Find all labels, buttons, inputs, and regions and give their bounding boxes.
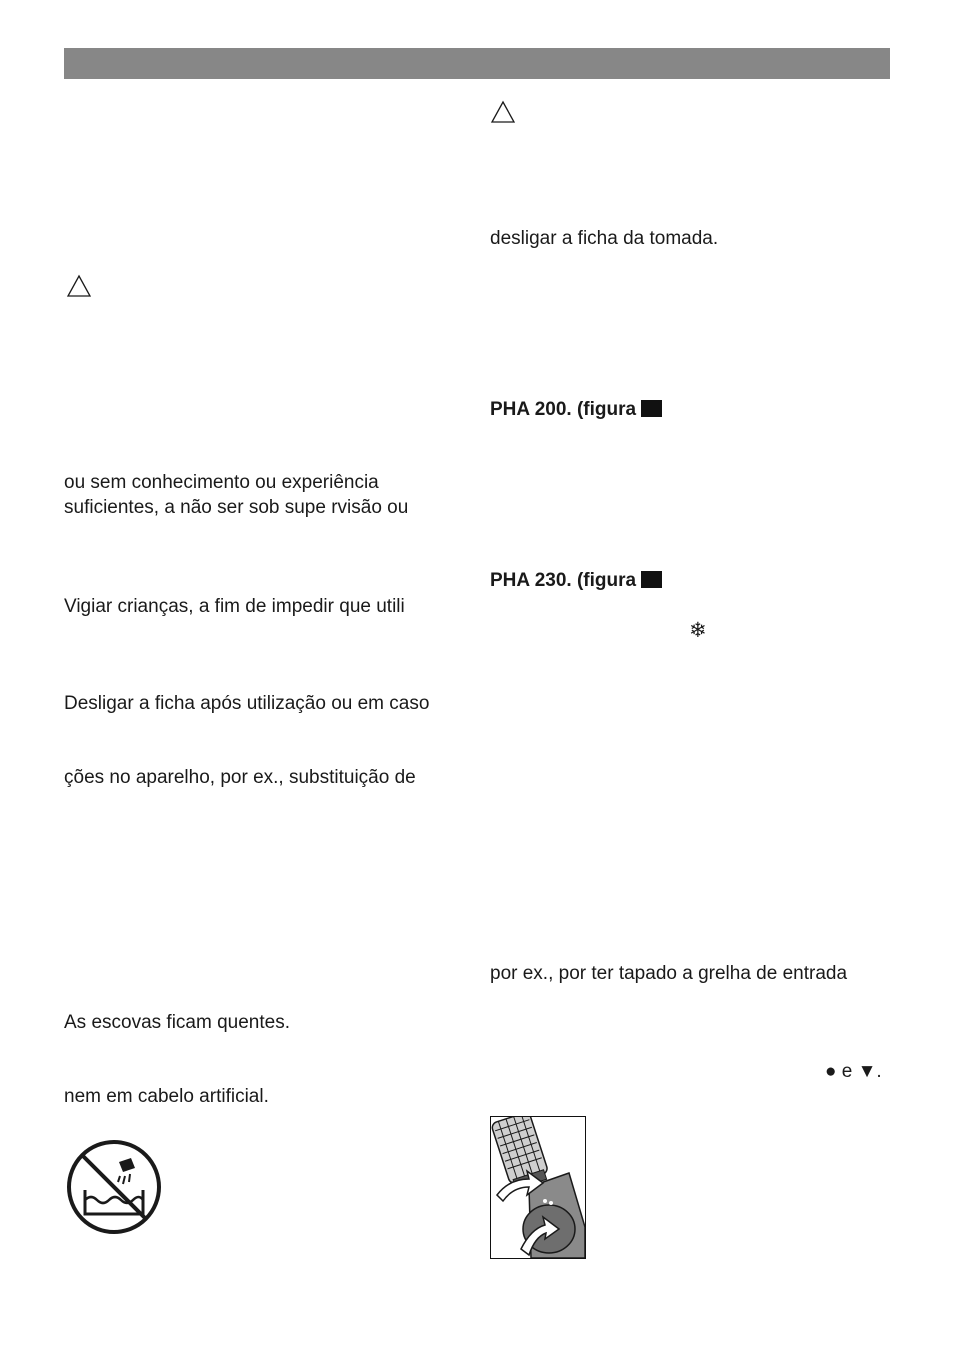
brush-illustration: [491, 1117, 585, 1258]
figure-number-box: [641, 571, 662, 588]
warning-triangle-icon: [66, 274, 92, 298]
no-water-icon: [65, 1138, 163, 1236]
model-heading-pha230: [490, 568, 662, 593]
warning-triangle-icon: [490, 100, 516, 124]
snowflake-icon: ❄: [689, 618, 707, 642]
body-text-line: suficientes, a não ser sob supe rvisão ou: [64, 497, 409, 518]
header-bar: [64, 48, 890, 79]
figure-number-box: [641, 400, 662, 417]
body-text-line: nem em cabelo artificial.: [64, 1086, 269, 1107]
model-heading-label: PHA 200. (figura: [490, 399, 637, 420]
body-text-line: As escovas ficam quentes.: [64, 1012, 290, 1033]
model-heading-label: PHA 230. (figura: [490, 570, 637, 591]
body-text-line: Desligar a ficha após utilização ou em caso: [64, 693, 430, 714]
body-text-line: Vigiar crianças, a fim de impedir que utili: [64, 596, 405, 617]
model-heading-pha200: [490, 397, 662, 422]
symbols-text: ● e ▼.: [825, 1061, 882, 1082]
body-text-line: desligar a ficha da tomada.: [490, 228, 719, 249]
body-text-line: ções no aparelho, por ex., substituição de: [64, 767, 416, 788]
brush-attachment-figure: [490, 1116, 586, 1259]
body-text-line: ou sem conhecimento ou experiência: [64, 472, 379, 493]
body-text-line: por ex., por ter tapado a grelha de entrada: [490, 963, 848, 984]
